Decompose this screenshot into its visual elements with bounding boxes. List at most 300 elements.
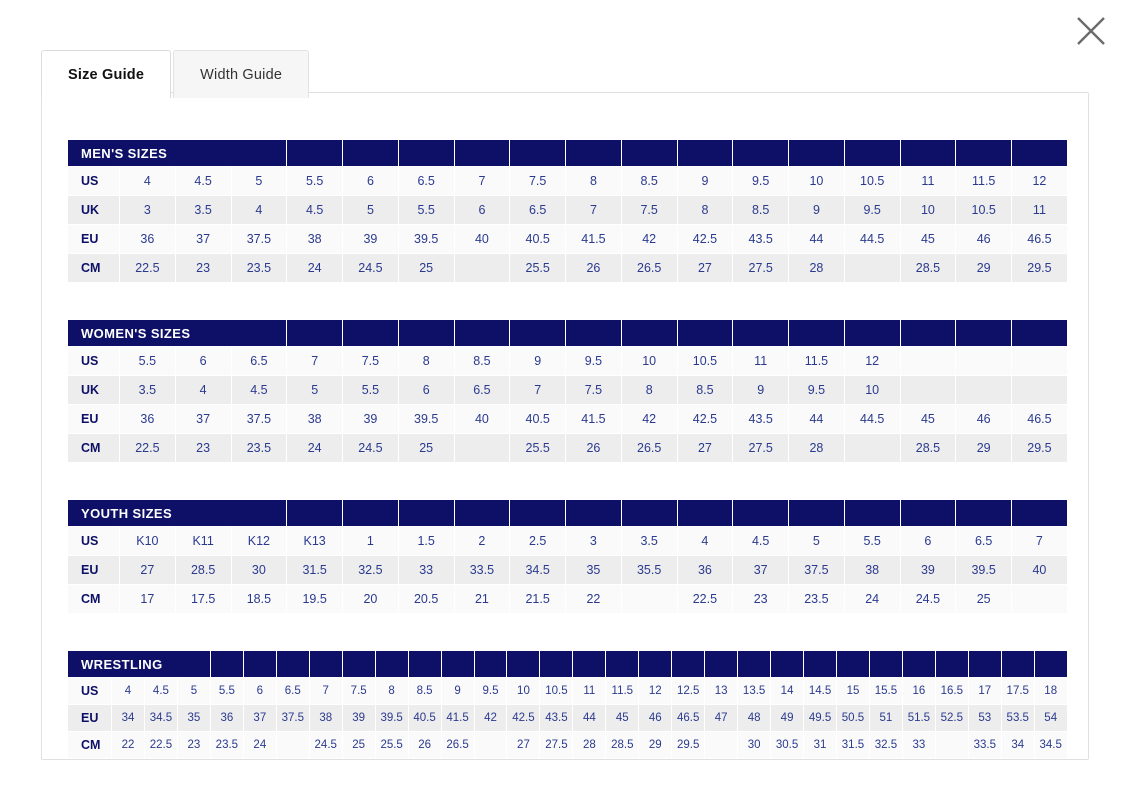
size-cell: 39 bbox=[343, 405, 399, 434]
size-cell: 29.5 bbox=[1012, 254, 1068, 283]
size-cell: 35 bbox=[177, 705, 210, 732]
size-cell: 27 bbox=[677, 434, 733, 463]
size-cell: 37 bbox=[175, 405, 231, 434]
size-cell: 35 bbox=[566, 556, 622, 585]
tab-size-guide-label: Size Guide bbox=[68, 67, 145, 83]
size-cell: 6.5 bbox=[510, 196, 566, 225]
size-cell: 2 bbox=[454, 527, 510, 556]
size-cell: 45 bbox=[606, 705, 639, 732]
size-cell: 27 bbox=[507, 732, 540, 759]
size-cell: 30.5 bbox=[771, 732, 804, 759]
header-filler-cell bbox=[733, 500, 789, 527]
table-row bbox=[68, 585, 1068, 614]
size-cell: 38 bbox=[287, 405, 343, 434]
size-cell: 29.5 bbox=[1012, 434, 1068, 463]
size-cell bbox=[900, 376, 956, 405]
size-cell: 8.5 bbox=[733, 196, 789, 225]
size-cell: 28.5 bbox=[900, 254, 956, 283]
size-cell: 38 bbox=[309, 705, 342, 732]
size-cell: 8.5 bbox=[621, 167, 677, 196]
size-cell: 10 bbox=[789, 167, 845, 196]
header-filler-cell bbox=[733, 320, 789, 347]
size-cell: 22.5 bbox=[144, 732, 177, 759]
size-cell: 12 bbox=[1012, 167, 1068, 196]
size-cell: 7 bbox=[309, 678, 342, 705]
size-cell: 8.5 bbox=[454, 347, 510, 376]
size-cell: 7.5 bbox=[510, 167, 566, 196]
size-cell: 7.5 bbox=[343, 347, 399, 376]
header-filler-cell bbox=[1034, 651, 1067, 678]
size-table-title: YOUTH SIZES bbox=[68, 500, 287, 527]
size-cell: 34.5 bbox=[144, 705, 177, 732]
header-filler-cell bbox=[375, 651, 408, 678]
size-cell: 11 bbox=[733, 347, 789, 376]
size-cell: 24.5 bbox=[343, 254, 399, 283]
size-cell bbox=[935, 732, 968, 759]
tab-size-guide[interactable] bbox=[41, 50, 171, 98]
size-cell: 42 bbox=[621, 225, 677, 254]
size-cell: 7.5 bbox=[566, 376, 622, 405]
size-table-title: WOMEN'S SIZES bbox=[68, 320, 287, 347]
row-label: UK bbox=[68, 196, 120, 225]
size-cell: 28.5 bbox=[900, 434, 956, 463]
size-cell: 11.5 bbox=[606, 678, 639, 705]
size-cell: 47 bbox=[705, 705, 738, 732]
size-cell: 48 bbox=[738, 705, 771, 732]
size-cell: 7.5 bbox=[621, 196, 677, 225]
size-cell: 17.5 bbox=[175, 585, 231, 614]
size-cell: 17 bbox=[120, 585, 176, 614]
size-cell: 40.5 bbox=[510, 225, 566, 254]
size-cell: 5.5 bbox=[287, 167, 343, 196]
size-cell: 28 bbox=[573, 732, 606, 759]
header-filler-cell bbox=[621, 320, 677, 347]
header-filler-cell bbox=[441, 651, 474, 678]
size-cell: 39.5 bbox=[398, 405, 454, 434]
size-cell bbox=[705, 732, 738, 759]
size-cell: 27.5 bbox=[540, 732, 573, 759]
size-cell: 8 bbox=[621, 376, 677, 405]
size-cell: 52.5 bbox=[935, 705, 968, 732]
size-cell: 37.5 bbox=[276, 705, 309, 732]
size-cell: 4.5 bbox=[144, 678, 177, 705]
header-filler-cell bbox=[771, 651, 804, 678]
size-cell: 38 bbox=[287, 225, 343, 254]
size-cell: 23.5 bbox=[231, 254, 287, 283]
size-cell: 46.5 bbox=[672, 705, 705, 732]
size-cell: 25.5 bbox=[510, 254, 566, 283]
row-label: US bbox=[68, 347, 120, 376]
header-filler-cell bbox=[900, 500, 956, 527]
size-cell: 46.5 bbox=[1012, 225, 1068, 254]
header-filler-cell bbox=[342, 651, 375, 678]
header-filler-cell bbox=[621, 500, 677, 527]
size-cell: 38 bbox=[844, 556, 900, 585]
size-cell bbox=[956, 347, 1012, 376]
size-cell: 40 bbox=[454, 225, 510, 254]
header-filler-cell bbox=[804, 651, 837, 678]
size-cell: 49 bbox=[771, 705, 804, 732]
size-cell: 5.5 bbox=[210, 678, 243, 705]
size-cell: 5 bbox=[789, 527, 845, 556]
table-row bbox=[68, 196, 1068, 225]
size-table-title: MEN'S SIZES bbox=[68, 140, 287, 167]
size-cell: 4.5 bbox=[175, 167, 231, 196]
size-cell: 33 bbox=[902, 732, 935, 759]
size-cell: 19.5 bbox=[287, 585, 343, 614]
size-cell bbox=[1012, 376, 1068, 405]
size-cell: 37 bbox=[175, 225, 231, 254]
row-label: EU bbox=[68, 556, 120, 585]
size-cell: 15.5 bbox=[869, 678, 902, 705]
header-filler-cell bbox=[510, 500, 566, 527]
size-cell bbox=[844, 254, 900, 283]
size-cell: 17 bbox=[968, 678, 1001, 705]
size-cell: 33.5 bbox=[454, 556, 510, 585]
header-filler-cell bbox=[789, 140, 845, 167]
size-cell: 23.5 bbox=[210, 732, 243, 759]
header-filler-cell bbox=[566, 140, 622, 167]
size-cell: 37.5 bbox=[789, 556, 845, 585]
header-filler-cell bbox=[398, 140, 454, 167]
header-filler-cell bbox=[869, 651, 902, 678]
size-cell: 6.5 bbox=[398, 167, 454, 196]
size-cell: 23 bbox=[175, 434, 231, 463]
size-cell: 32.5 bbox=[343, 556, 399, 585]
header-filler-cell bbox=[243, 651, 276, 678]
size-cell: 29 bbox=[956, 434, 1012, 463]
size-cell: 4.5 bbox=[231, 376, 287, 405]
size-cell: 11 bbox=[573, 678, 606, 705]
size-cell: 31 bbox=[804, 732, 837, 759]
row-label: EU bbox=[68, 705, 112, 732]
size-cell: 28.5 bbox=[175, 556, 231, 585]
size-cell: 24.5 bbox=[343, 434, 399, 463]
header-filler-cell bbox=[454, 320, 510, 347]
size-cell: 24 bbox=[287, 434, 343, 463]
header-filler-cell bbox=[733, 140, 789, 167]
size-cell: 27.5 bbox=[733, 434, 789, 463]
size-cell: 24 bbox=[243, 732, 276, 759]
size-cell: 46 bbox=[956, 225, 1012, 254]
size-cell: 9.5 bbox=[566, 347, 622, 376]
size-cell: 5.5 bbox=[120, 347, 176, 376]
header-filler-cell bbox=[639, 651, 672, 678]
size-cell: 27.5 bbox=[733, 254, 789, 283]
size-cell: 10 bbox=[621, 347, 677, 376]
size-cell: 4.5 bbox=[733, 527, 789, 556]
size-cell: 27 bbox=[677, 254, 733, 283]
table-row bbox=[68, 167, 1068, 196]
table-row bbox=[68, 556, 1068, 585]
header-filler-cell bbox=[398, 500, 454, 527]
close-icon[interactable] bbox=[1070, 10, 1112, 52]
size-cell: 8 bbox=[677, 196, 733, 225]
size-cell: 41.5 bbox=[566, 405, 622, 434]
header-filler-cell bbox=[672, 651, 705, 678]
header-filler-cell bbox=[677, 320, 733, 347]
header-filler-cell bbox=[705, 651, 738, 678]
header-filler-cell bbox=[510, 140, 566, 167]
size-cell: 51 bbox=[869, 705, 902, 732]
size-cell: 8.5 bbox=[677, 376, 733, 405]
header-filler-cell bbox=[789, 320, 845, 347]
size-cell: 37.5 bbox=[231, 405, 287, 434]
size-cell bbox=[844, 434, 900, 463]
size-cell: 3.5 bbox=[175, 196, 231, 225]
size-cell: 22 bbox=[566, 585, 622, 614]
size-cell: 10.5 bbox=[540, 678, 573, 705]
size-cell: 36 bbox=[120, 405, 176, 434]
table-row bbox=[68, 527, 1068, 556]
row-label: CM bbox=[68, 585, 120, 614]
size-cell: 39.5 bbox=[956, 556, 1012, 585]
size-cell: 3 bbox=[566, 527, 622, 556]
size-cell: 40.5 bbox=[408, 705, 441, 732]
row-label: UK bbox=[68, 376, 120, 405]
size-table-mens bbox=[67, 139, 1068, 283]
size-cell: 37 bbox=[733, 556, 789, 585]
header-filler-cell bbox=[566, 320, 622, 347]
size-cell: 6 bbox=[243, 678, 276, 705]
size-cell: 24.5 bbox=[900, 585, 956, 614]
size-cell bbox=[474, 732, 507, 759]
size-cell: 15 bbox=[837, 678, 870, 705]
size-cell: 8 bbox=[375, 678, 408, 705]
size-cell: 26 bbox=[566, 434, 622, 463]
size-cell: 29.5 bbox=[672, 732, 705, 759]
size-cell bbox=[276, 732, 309, 759]
size-cell: 9.5 bbox=[733, 167, 789, 196]
table-row bbox=[68, 732, 1068, 759]
size-cell: 44.5 bbox=[844, 405, 900, 434]
size-cell: 39 bbox=[342, 705, 375, 732]
row-label: US bbox=[68, 678, 112, 705]
size-cell: 10 bbox=[900, 196, 956, 225]
size-cell: 7 bbox=[510, 376, 566, 405]
size-cell: 22.5 bbox=[677, 585, 733, 614]
size-cell: 9.5 bbox=[789, 376, 845, 405]
row-label: EU bbox=[68, 405, 120, 434]
size-cell: 5.5 bbox=[343, 376, 399, 405]
size-cell: 10 bbox=[507, 678, 540, 705]
header-filler-cell bbox=[968, 651, 1001, 678]
size-cell: 10 bbox=[844, 376, 900, 405]
size-cell: 25 bbox=[956, 585, 1012, 614]
size-cell: 46.5 bbox=[1012, 405, 1068, 434]
size-cell: 26.5 bbox=[441, 732, 474, 759]
header-filler-cell bbox=[621, 140, 677, 167]
table-row bbox=[68, 347, 1068, 376]
header-filler-cell bbox=[398, 320, 454, 347]
size-cell: 43.5 bbox=[540, 705, 573, 732]
row-label: US bbox=[68, 527, 120, 556]
row-label: US bbox=[68, 167, 120, 196]
size-cell: 46 bbox=[639, 705, 672, 732]
table-row bbox=[68, 376, 1068, 405]
header-filler-cell bbox=[902, 651, 935, 678]
size-cell: 27 bbox=[120, 556, 176, 585]
size-cell: 6 bbox=[343, 167, 399, 196]
size-cell: 16 bbox=[902, 678, 935, 705]
header-filler-cell bbox=[287, 320, 343, 347]
size-cell: 43.5 bbox=[733, 405, 789, 434]
size-cell: 22.5 bbox=[120, 434, 176, 463]
size-table-womens bbox=[67, 319, 1068, 463]
size-cell: 4 bbox=[677, 527, 733, 556]
header-filler-cell bbox=[287, 140, 343, 167]
header-filler-cell bbox=[900, 140, 956, 167]
header-filler-cell bbox=[573, 651, 606, 678]
size-cell: 5.5 bbox=[398, 196, 454, 225]
size-cell: 54 bbox=[1034, 705, 1067, 732]
size-cell: 42.5 bbox=[677, 405, 733, 434]
size-cell: 31.5 bbox=[287, 556, 343, 585]
table-row bbox=[68, 405, 1068, 434]
size-cell: 11.5 bbox=[789, 347, 845, 376]
size-cell: 25 bbox=[398, 254, 454, 283]
size-cell: 40 bbox=[1012, 556, 1068, 585]
size-cell: 6 bbox=[398, 376, 454, 405]
size-cell: 30 bbox=[231, 556, 287, 585]
size-cell: 51.5 bbox=[902, 705, 935, 732]
size-cell: 25.5 bbox=[510, 434, 566, 463]
size-cell: 40.5 bbox=[510, 405, 566, 434]
size-cell: 10.5 bbox=[956, 196, 1012, 225]
size-cell: 18 bbox=[1034, 678, 1067, 705]
header-filler-cell bbox=[287, 500, 343, 527]
size-cell: 34.5 bbox=[1034, 732, 1067, 759]
size-cell: 23.5 bbox=[789, 585, 845, 614]
size-cell: 20 bbox=[343, 585, 399, 614]
size-cell: 4 bbox=[120, 167, 176, 196]
size-cell: 5 bbox=[177, 678, 210, 705]
size-cell: 42 bbox=[621, 405, 677, 434]
size-cell: 26.5 bbox=[621, 254, 677, 283]
tab-width-guide[interactable] bbox=[173, 50, 309, 98]
size-cell: 45 bbox=[900, 225, 956, 254]
header-filler-cell bbox=[1012, 140, 1068, 167]
size-cell: 39.5 bbox=[375, 705, 408, 732]
size-cell: 34 bbox=[112, 705, 145, 732]
size-cell: 44 bbox=[789, 405, 845, 434]
size-cell: 5 bbox=[343, 196, 399, 225]
size-cell: 25 bbox=[342, 732, 375, 759]
size-cell: 12.5 bbox=[672, 678, 705, 705]
size-cell: 4.5 bbox=[287, 196, 343, 225]
header-filler-cell bbox=[1012, 320, 1068, 347]
size-cell: K10 bbox=[120, 527, 176, 556]
size-cell: 29 bbox=[956, 254, 1012, 283]
size-cell: 28 bbox=[789, 434, 845, 463]
size-cell: 37.5 bbox=[231, 225, 287, 254]
header-filler-cell bbox=[900, 320, 956, 347]
header-filler-cell bbox=[844, 500, 900, 527]
size-cell: 20.5 bbox=[398, 585, 454, 614]
size-cell: 7.5 bbox=[342, 678, 375, 705]
row-label: CM bbox=[68, 732, 112, 759]
size-cell: 49.5 bbox=[804, 705, 837, 732]
size-cell: 53 bbox=[968, 705, 1001, 732]
size-cell: 5 bbox=[231, 167, 287, 196]
size-cell: 26 bbox=[566, 254, 622, 283]
size-cell bbox=[1012, 347, 1068, 376]
size-cell: 50.5 bbox=[837, 705, 870, 732]
size-guide-panel bbox=[41, 92, 1089, 760]
size-cell: 3.5 bbox=[621, 527, 677, 556]
size-cell: 37 bbox=[243, 705, 276, 732]
size-cell: 45 bbox=[900, 405, 956, 434]
size-cell: 28 bbox=[789, 254, 845, 283]
size-cell: K12 bbox=[231, 527, 287, 556]
header-filler-cell bbox=[606, 651, 639, 678]
header-filler-cell bbox=[738, 651, 771, 678]
size-cell: 4 bbox=[112, 678, 145, 705]
header-filler-cell bbox=[789, 500, 845, 527]
size-cell: 9 bbox=[441, 678, 474, 705]
size-cell bbox=[621, 585, 677, 614]
row-label: EU bbox=[68, 225, 120, 254]
tab-width-guide-label: Width Guide bbox=[200, 67, 283, 83]
size-cell: 13.5 bbox=[738, 678, 771, 705]
size-cell: 7 bbox=[454, 167, 510, 196]
size-cell: 16.5 bbox=[935, 678, 968, 705]
size-cell: 10.5 bbox=[677, 347, 733, 376]
size-cell: 1.5 bbox=[398, 527, 454, 556]
size-table-title: WRESTLING bbox=[68, 651, 211, 678]
size-cell: 29 bbox=[639, 732, 672, 759]
size-cell: 6.5 bbox=[956, 527, 1012, 556]
size-table-wrestling bbox=[67, 650, 1068, 759]
header-filler-cell bbox=[276, 651, 309, 678]
header-filler-cell bbox=[935, 651, 968, 678]
size-cell: 34 bbox=[1001, 732, 1034, 759]
size-cell: 44 bbox=[789, 225, 845, 254]
size-cell: 43.5 bbox=[733, 225, 789, 254]
header-filler-cell bbox=[677, 140, 733, 167]
size-cell: 36 bbox=[120, 225, 176, 254]
size-cell: 31.5 bbox=[837, 732, 870, 759]
size-cell: 42.5 bbox=[677, 225, 733, 254]
header-filler-cell bbox=[408, 651, 441, 678]
header-filler-cell bbox=[956, 140, 1012, 167]
size-cell: 24 bbox=[844, 585, 900, 614]
size-cell: 9.5 bbox=[844, 196, 900, 225]
header-filler-cell bbox=[474, 651, 507, 678]
size-cell: 25 bbox=[398, 434, 454, 463]
size-cell: 23.5 bbox=[231, 434, 287, 463]
size-cell: 3.5 bbox=[120, 376, 176, 405]
table-row bbox=[68, 678, 1068, 705]
size-cell: 17.5 bbox=[1001, 678, 1034, 705]
header-filler-cell bbox=[510, 320, 566, 347]
header-filler-cell bbox=[343, 140, 399, 167]
size-cell: 6 bbox=[454, 196, 510, 225]
size-cell: 23 bbox=[175, 254, 231, 283]
header-filler-cell bbox=[210, 651, 243, 678]
size-cell: 14 bbox=[771, 678, 804, 705]
size-cell: 30 bbox=[738, 732, 771, 759]
size-cell: 42.5 bbox=[507, 705, 540, 732]
size-cell: 9 bbox=[510, 347, 566, 376]
size-cell: 5 bbox=[287, 376, 343, 405]
header-filler-cell bbox=[454, 140, 510, 167]
header-filler-cell bbox=[507, 651, 540, 678]
size-cell: 24.5 bbox=[309, 732, 342, 759]
size-cell: 6 bbox=[900, 527, 956, 556]
size-cell: 1 bbox=[343, 527, 399, 556]
size-cell: 39 bbox=[900, 556, 956, 585]
